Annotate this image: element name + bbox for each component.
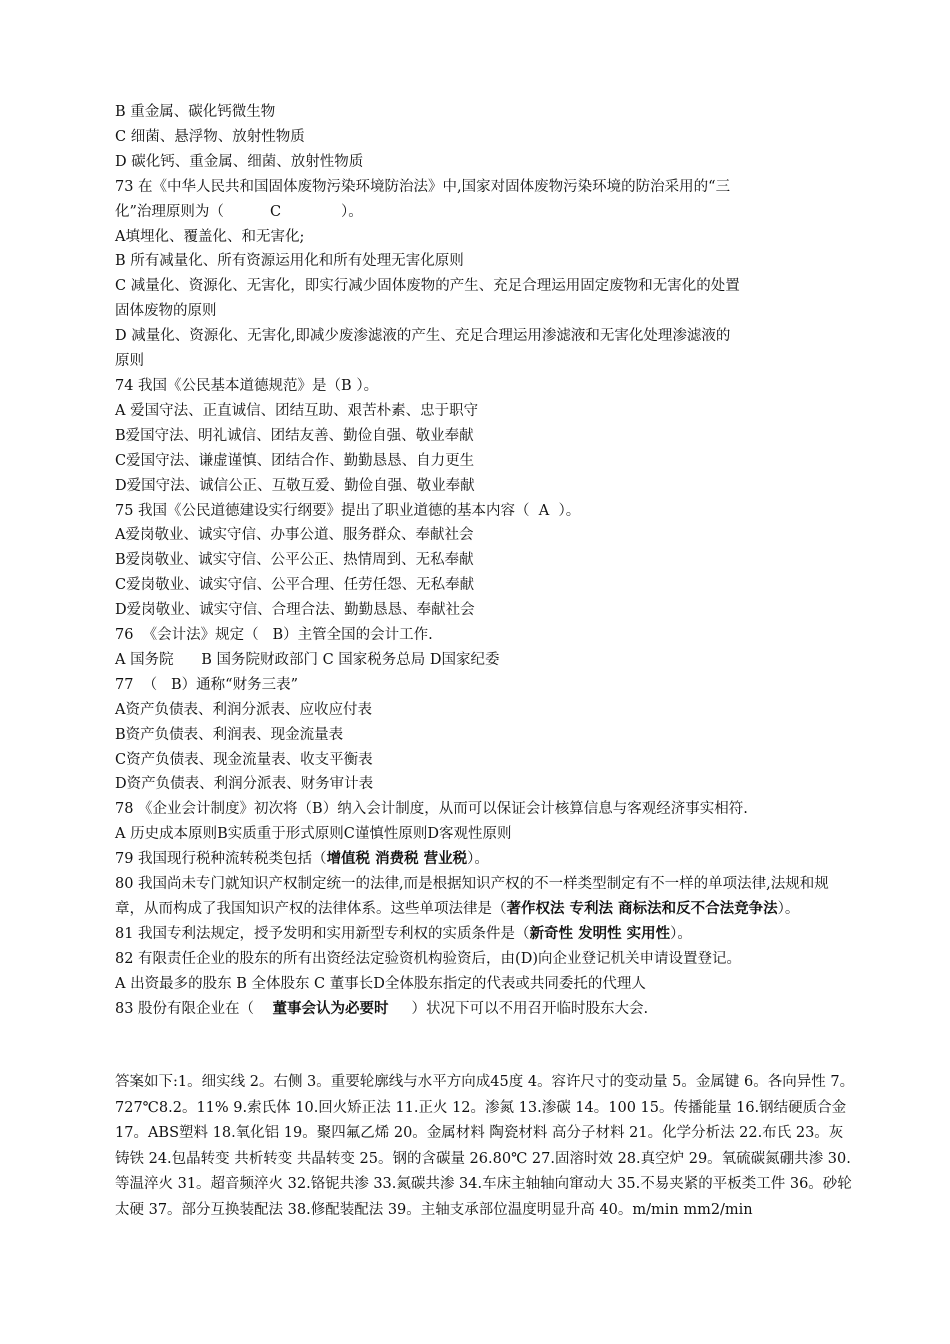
text-line: B 重金属、碳化钙微生物: [115, 104, 276, 120]
text-line: 77 （ B）通称“财务三表”: [115, 676, 298, 693]
text-line: A 爱国守法、正直诚信、团结互助、艰苦朴素、忠于职守: [115, 402, 479, 419]
text-line: 75 我国《公民道德建设实行纲要》提出了职业道德的基本内容（ A ）。: [115, 502, 581, 519]
text-line: A 国务院 B 国务院财政部门 C 国家税务总局 D国家纪委: [115, 651, 500, 668]
q79-answer: 增值税 消费税 营业税: [326, 850, 468, 868]
text-line: C爱国守法、谦虚谨慎、团结合作、勤勤恳恳、自力更生: [115, 452, 475, 469]
q83-answer: 董事会认为必要时: [272, 999, 389, 1017]
text-line: A爱岗敬业、诚实守信、办事公道、服务群众、奉献社会: [115, 527, 474, 544]
question-82-options: A 出资最多的股东 B 全体股东 C 董事长D全体股东指定的代表或共同委托的代理人: [115, 975, 646, 992]
question-81: [115, 922, 855, 947]
q79-prefix: 79 我国现行税种流转税类包括（: [115, 851, 327, 868]
q81-answer: 新奇性 发明性 实用性: [529, 924, 671, 942]
text-line: 原则: [115, 353, 144, 370]
text-line: 78 《企业会计制度》初次将（B）纳入会计制度，从而可以保证会计核算信息与客观经济事实相符.: [115, 801, 748, 818]
text-line: 74 我国《公民基本道德规范》是（B ）。: [115, 377, 379, 394]
question-82-line1: 82 有限责任企业的股东的所有出资经法定验资机构验资后，由(D)向企业登记机关申请设置登记。: [115, 950, 741, 967]
q79-suffix: ）。: [467, 851, 489, 868]
q83-suffix: ）状况下可以不用召开临时股东大会.: [388, 1000, 649, 1017]
text-line: 76 《会计法》规定（ B）主管全国的会计工作.: [115, 627, 433, 644]
q81-prefix: 81 我国专利法规定，授予发明和实用新型专利权的实质条件是（: [115, 925, 530, 942]
text-line: 固体废物的原则: [115, 303, 217, 320]
text-line: 73 在《中华人民共和国固体废物污染环境防治法》中,国家对固体废物污染环境的防治采用的“三: [115, 178, 731, 195]
q83-prefix: 83 股份有限企业在（: [115, 1000, 273, 1017]
q80-answer: 著作权法 专利法 商标法和反不合法竞争法: [506, 900, 778, 917]
q80-prefix: 80 我国尚未专门就知识产权制定统一的法律,而是根据知识产权的不一样类型制定有不一样的单项法律,法规和规章，从而构成了我国知识产权的法律体系。这些单项法律是（: [115, 876, 829, 917]
text-line: D爱岗敬业、诚实守信、合理合法、勤勤恳恳、奉献社会: [115, 602, 475, 619]
text-line: A 历史成本原则B实质重于形式原则C谨慎性原则D客观性原则: [115, 826, 512, 843]
question-text-block: [115, 100, 855, 1022]
text-line: 化”治理原则为（ C ）。: [115, 203, 363, 220]
answer-key-paragraph: 答案如下:1。细实线 2。右侧 3。重要轮廓线与水平方向成45度 4。容许尺寸的变动量 5。金属键 6。各向异性 7。727℃8.2。11% 9.索氏体 10.回火矫正法 11.正火 12。渗氮 13.渗碳 14。100 15。传播能量 16.钢结硬质合金 17。ABS塑料 18.氧化铝 19。聚四氟乙烯 20。金属材料 陶瓷材料 高分子材料 21。化学分析法 22.布氏 23。灰铸铁 24.包晶转变 共析转变 共晶转变 25。钢的含碳量 26.80℃ 27.固溶时效 28.真空炉 29。氧硫碳氮硼共渗 30.等温淬火 31。超音频淬火 32.铬铌共渗 33.氮碳共渗 34.车床主轴轴向窜动大 35.不易夹紧的平板类工件 36。砂轮太硬 37。部分互换装配法 38.修配装配法 39。主轴支承部位温度明显升高 40。m/min mm2/min: [115, 1074, 855, 1218]
text-line: D爱国守法、诚信公正、互敬互爱、勤俭自强、敬业奉献: [115, 477, 475, 494]
question-79: [115, 847, 855, 872]
text-line: C资产负债表、现金流量表、收支平衡表: [115, 751, 373, 768]
text-line: C 减量化、资源化、无害化，即实行减少固体废物的产生、充足合理运用固定废物和无害化的处置: [115, 278, 740, 295]
text-line: A资产负债表、利润分派表、应收应付表: [115, 701, 372, 718]
q81-suffix: ）。: [670, 925, 692, 942]
question-80: [115, 872, 855, 922]
text-line: C爱岗敬业、诚实守信、公平合理、任劳任怨、无私奉献: [115, 577, 475, 594]
question-83: [115, 997, 855, 1022]
text-line: B爱岗敬业、诚实守信、公平公正、热情周到、无私奉献: [115, 552, 474, 569]
text-line: D 碳化钙、重金属、细菌、放射性物质: [115, 153, 364, 170]
text-line: A填埋化、覆盖化、和无害化;: [115, 228, 305, 245]
text-line: B爱国守法、明礼诚信、团结友善、勤俭自强、敬业奉献: [115, 427, 474, 444]
text-line: D 减量化、资源化、无害化,即减少废渗滤液的产生、充足合理运用渗滤液和无害化处理渗滤液的: [115, 328, 731, 345]
text-line: B资产负债表、利润表、现金流量表: [115, 726, 344, 743]
q80-suffix: ）。: [777, 901, 800, 917]
text-line: C 细菌、悬浮物、放射性物质: [115, 128, 305, 145]
text-line: B 所有减量化、所有资源运用化和所有处理无害化原则: [115, 253, 464, 270]
text-line: D资产负债表、利润分派表、财务审计表: [115, 776, 374, 793]
